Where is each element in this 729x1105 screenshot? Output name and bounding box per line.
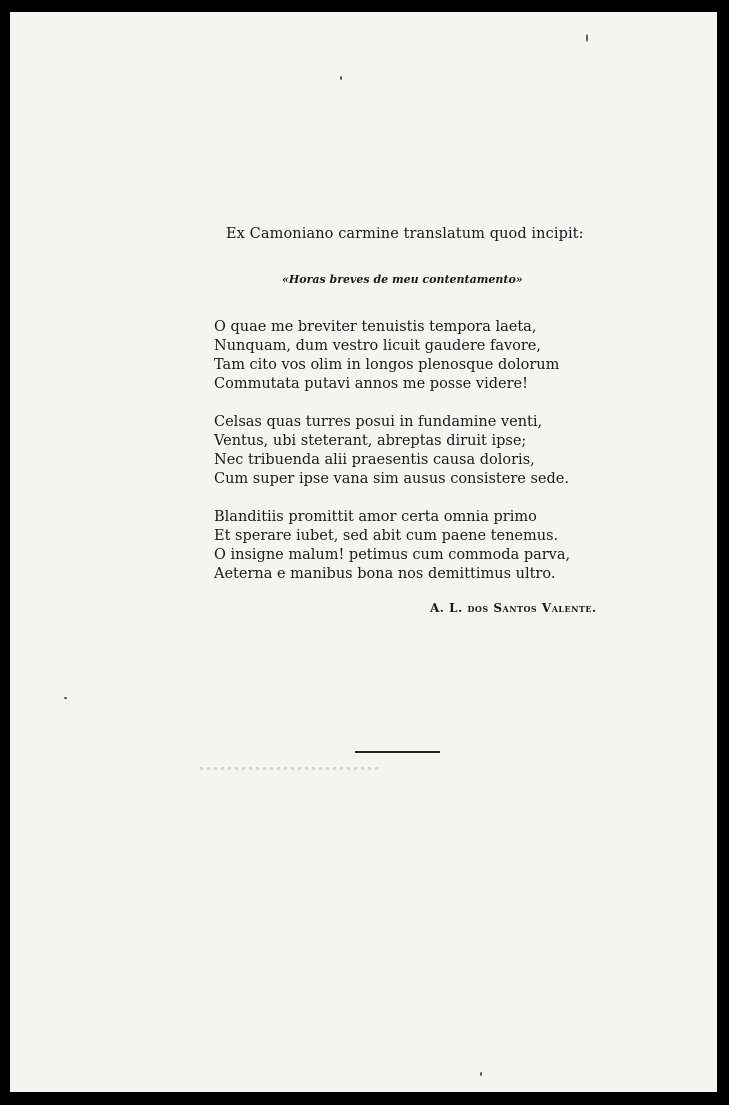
verse-line: Ventus, ubi steterant, abreptas diruit ipse;: [214, 433, 527, 449]
poem: [214, 318, 570, 603]
page: [10, 12, 717, 1092]
verse-line: Commutata putavi annos me posse videre!: [214, 376, 528, 392]
verse-line: Cum super ipse vana sim ausus consistere sede.: [214, 471, 569, 487]
page-title: Ex Camoniano carmine translatum quod incipit:: [226, 226, 584, 242]
verse-line: Nunquam, dum vestro licuit gaudere favore,: [214, 338, 542, 354]
verse-line: Et sperare iubet, sed abit cum paene tenemus.: [214, 528, 559, 544]
speck: [340, 76, 342, 80]
stanza-3: [214, 508, 570, 584]
verse-line: Nec tribuenda alii praesentis causa doloris,: [214, 452, 535, 468]
speck: [480, 1072, 482, 1076]
speck: [64, 697, 67, 699]
show-through: [200, 767, 380, 770]
end-rule: [355, 751, 440, 753]
stanza-2: [214, 413, 570, 489]
verse-line: O insigne malum! petimus cum commoda parva,: [214, 547, 571, 563]
verse-line: Aeterna e manibus bona nos demittimus ultro.: [214, 566, 556, 582]
author-signature: A. L. dos Santos Valente.: [430, 601, 597, 615]
stanza-1: [214, 318, 570, 394]
verse-line: Celsas quas turres posui in fundamine venti,: [214, 414, 543, 430]
speck: [586, 34, 588, 42]
subtitle: «Horas breves de meu contentamento»: [282, 273, 523, 286]
verse-line: O quae me breviter tenuistis tempora laeta,: [214, 319, 537, 335]
verse-line: Tam cito vos olim in longos plenosque dolorum: [214, 357, 560, 373]
verse-line: Blanditiis promittit amor certa omnia primo: [214, 509, 537, 525]
